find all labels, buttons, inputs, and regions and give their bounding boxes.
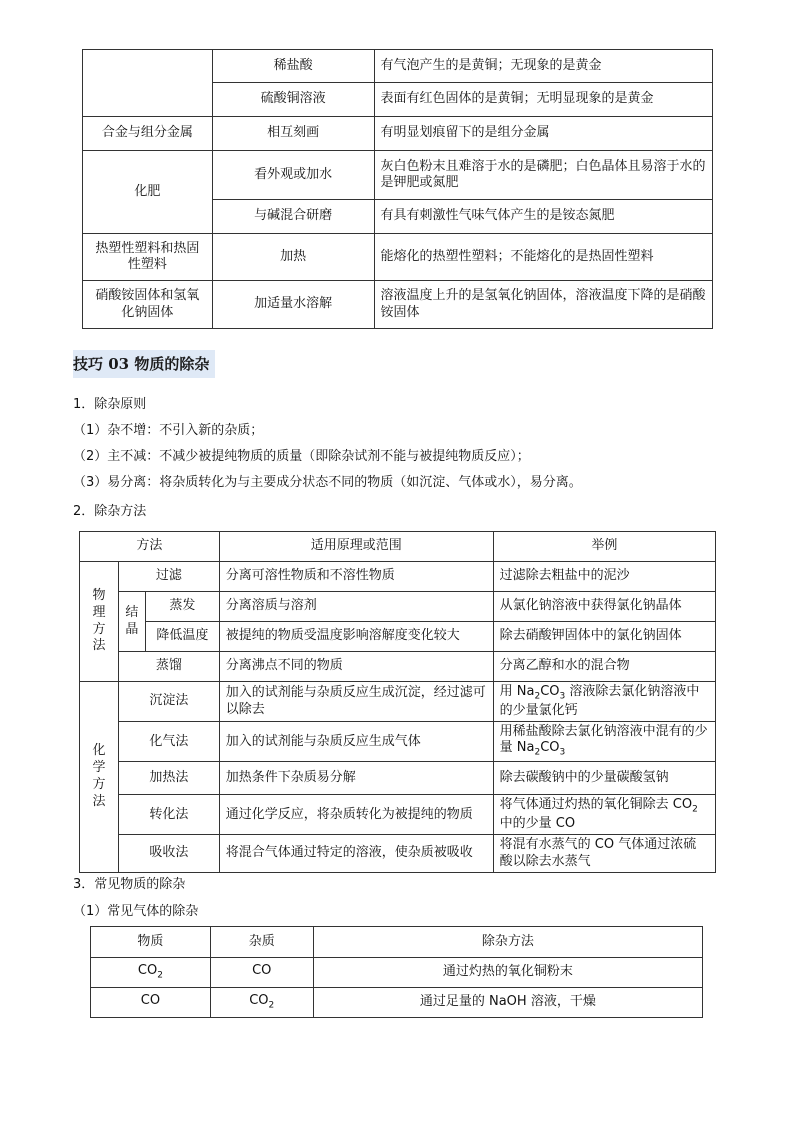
table-header: 除杂方法 (313, 927, 702, 958)
category-cell (80, 682, 119, 873)
table-header: 举例 (493, 532, 715, 562)
example-text: 溶液除去氯化钠溶液中的少量氯化钙 (499, 684, 700, 718)
table-cell: 被提纯的物质受温度影响溶解度变化较大 (219, 622, 493, 652)
table-cell: 化肥 (83, 151, 213, 234)
purification-methods-table (79, 531, 716, 873)
subscript: 2 (157, 970, 163, 981)
table-header: 杂质 (210, 927, 313, 958)
table-cell: 从氯化钠溶液中获得氯化钠晶体 (493, 592, 715, 622)
vertical-label: 化学方法 (92, 743, 106, 809)
table-cell: 能熔化的热塑性塑料；不能熔化的是热固性塑料 (374, 234, 712, 281)
table-cell: 除去碳酸钠中的少量碳酸氢钠 (493, 762, 715, 795)
table-cell: 转化法 (118, 795, 219, 835)
table-cell: 合金与组分金属 (83, 117, 213, 151)
table-cell: 蒸发 (145, 592, 219, 622)
subscript: 2 (692, 804, 698, 815)
table-cell (83, 50, 213, 117)
table-cell: 相互刻画 (212, 117, 374, 151)
table-cell (91, 958, 211, 988)
formula: CO (140, 993, 161, 1009)
table-cell: 降低温度 (145, 622, 219, 652)
example-text: CO (540, 684, 560, 699)
table-cell: 看外观或加水 (212, 151, 374, 200)
category-cell (118, 592, 145, 652)
paragraph: 3．常见物质的除杂 (73, 877, 186, 892)
paragraph: 2．除杂方法 (73, 504, 147, 519)
table-cell: 通过化学反应，将杂质转化为被提纯的物质 (219, 795, 493, 835)
example-text: 用稀盐酸除去氯化钠溶液中混有的少量 Na (499, 724, 708, 756)
table-cell: 除去硝酸钾固体中的氯化钠固体 (493, 622, 715, 652)
table-cell (91, 988, 211, 1018)
example-text: CO (540, 740, 560, 756)
subscript: 2 (534, 747, 541, 758)
table-header: 物质 (91, 927, 211, 958)
identification-table (82, 49, 713, 329)
table-cell: 通过足量的 NaOH 溶液，干燥 (313, 988, 702, 1018)
subscript: 3 (559, 747, 566, 758)
table-cell: 加适量水溶解 (212, 281, 374, 329)
table-cell: 化气法 (118, 722, 219, 762)
category-cell (80, 562, 119, 682)
table-cell: 与碱混合研磨 (212, 200, 374, 234)
table-header: 适用原理或范围 (219, 532, 493, 562)
vertical-label: 结晶 (125, 604, 139, 637)
table-cell: 表面有红色固体的是黄铜；无明显现象的是黄金 (374, 83, 712, 117)
table-cell (493, 722, 715, 762)
table-cell: 有具有刺激性气味气体产生的是铵态氮肥 (374, 200, 712, 234)
paragraph: （2）主不减：不减少被提纯物质的质量（即除杂试剂不能与被提纯物质反应）； (73, 449, 530, 464)
table-cell: 稀盐酸 (212, 50, 374, 83)
formula: CO (252, 963, 272, 979)
table-cell: 硝酸铵固体和氢氧化钠固体 (83, 281, 213, 329)
table-cell: 分离可溶性物质和不溶性物质 (219, 562, 493, 592)
subscript: 3 (559, 691, 566, 702)
table-cell: 吸收法 (118, 835, 219, 873)
table-cell: 有明显划痕留下的是组分金属 (374, 117, 712, 151)
table-cell: 加热 (212, 234, 374, 281)
table-cell (210, 988, 313, 1018)
table-header: 方法 (80, 532, 220, 562)
example-text: 用 Na (499, 684, 535, 699)
table-cell: 热塑性塑料和热固性塑料 (83, 234, 213, 281)
table-cell: 溶液温度上升的是氢氧化钠固体，溶液温度下降的是硝酸铵固体 (374, 281, 712, 329)
subscript: 2 (534, 691, 541, 702)
table-cell (493, 795, 715, 835)
table-cell: 通过灼热的氧化铜粉末 (313, 958, 702, 988)
example-text: 将气体通过灼热的氧化铜除去 CO (499, 797, 693, 813)
table-cell: 加入的试剂能与杂质反应生成沉淀，经过滤可以除去 (219, 682, 493, 722)
table-cell: 加热法 (118, 762, 219, 795)
table-cell: 沉淀法 (118, 682, 219, 722)
table-cell: 加热条件下杂质易分解 (219, 762, 493, 795)
section-heading: 技巧 03 物质的除杂 (73, 350, 215, 378)
paragraph: （1）常见气体的除杂 (73, 904, 199, 919)
table-cell: 硫酸铜溶液 (212, 83, 374, 117)
formula: CO (137, 963, 158, 979)
paragraph: （3）易分离：将杂质转化为与主要成分状态不同的物质（如沉淀、气体或水），易分离。 (73, 475, 582, 490)
table-cell: 有气泡产生的是黄铜；无现象的是黄金 (374, 50, 712, 83)
example-text: 中的少量 CO (499, 816, 576, 832)
table-cell: 将混有水蒸气的 CO 气体通过浓硫酸以除去水蒸气 (493, 835, 715, 873)
table-cell: 分离乙醇和水的混合物 (493, 652, 715, 682)
table-cell: 过滤 (118, 562, 219, 592)
table-cell: 灰白色粉末且难溶于水的是磷肥；白色晶体且易溶于水的是钾肥或氮肥 (374, 151, 712, 200)
subscript: 2 (268, 1000, 275, 1011)
table-cell (210, 958, 313, 988)
vertical-label: 物理方法 (92, 587, 106, 654)
table-cell: 过滤除去粗盐中的泥沙 (493, 562, 715, 592)
table-cell (493, 682, 715, 722)
table-cell: 分离沸点不同的物质 (219, 652, 493, 682)
paragraph: （1）杂不增：不引入新的杂质； (73, 423, 264, 438)
table-cell: 蒸馏 (118, 652, 219, 682)
table-cell: 加入的试剂能与杂质反应生成气体 (219, 722, 493, 762)
table-cell: 将混合气体通过特定的溶液，使杂质被吸收 (219, 835, 493, 873)
paragraph: 1．除杂原则 (73, 397, 147, 412)
table-cell: 分离溶质与溶剂 (219, 592, 493, 622)
gas-purification-table (90, 926, 703, 1018)
formula: CO (249, 993, 269, 1009)
